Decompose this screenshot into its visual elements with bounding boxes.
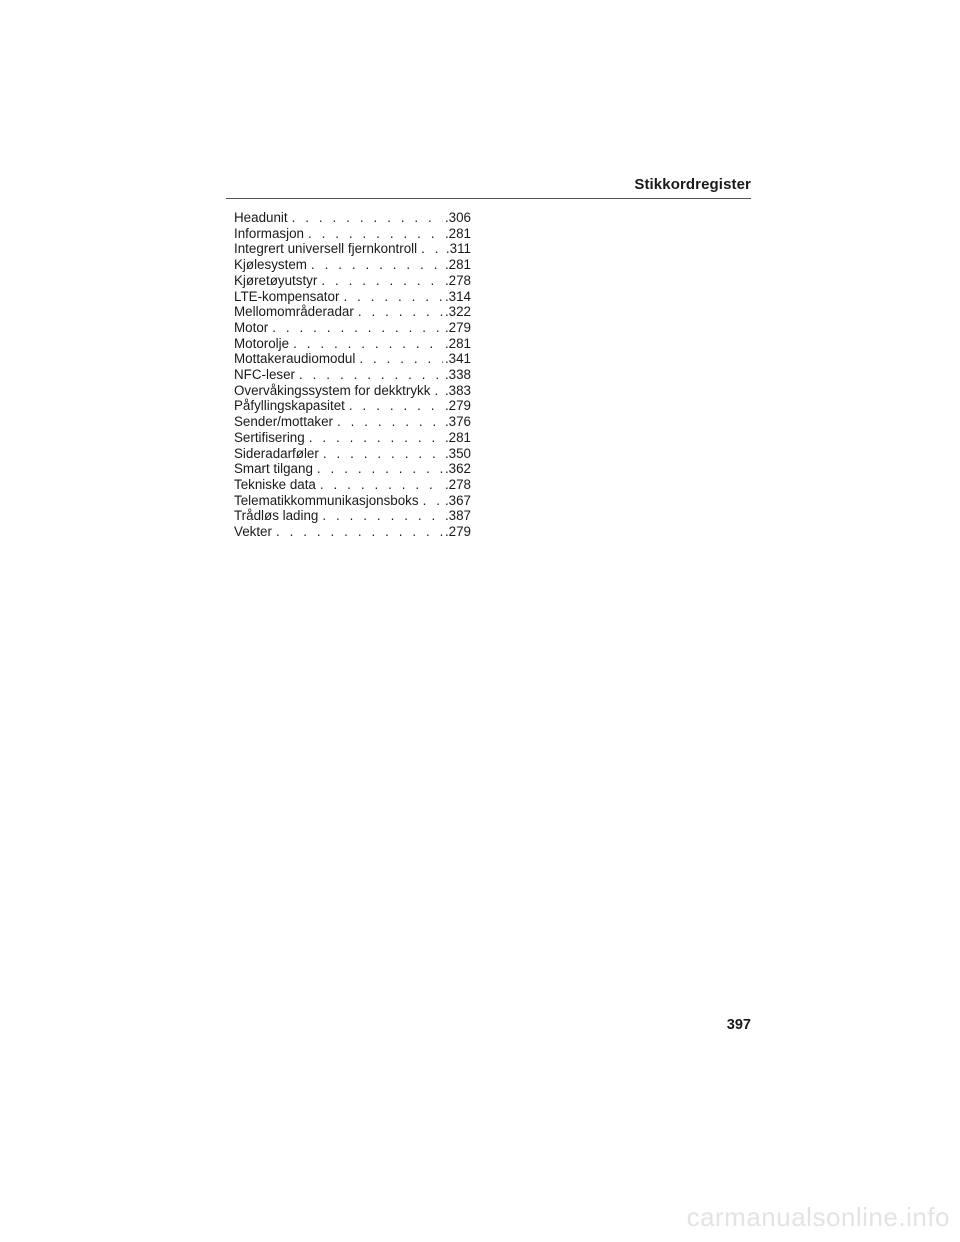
- index-entry: [234, 430, 471, 446]
- dot-leader: [320, 477, 443, 493]
- dot-leader: [359, 351, 443, 367]
- dot-leader: [349, 398, 443, 414]
- index-term: Headunit: [234, 210, 288, 225]
- index-term: Sideradarføler: [234, 445, 319, 461]
- index-page-ref: .341: [444, 351, 471, 367]
- index-page-ref: .281: [444, 335, 471, 351]
- dot-leader: [292, 210, 443, 226]
- index-page-ref: .311: [445, 241, 471, 257]
- index-page-ref: .281: [444, 429, 471, 445]
- index-term: Trådløs lading: [234, 508, 319, 524]
- index-page-ref: .279: [444, 398, 471, 414]
- index-term: Mottakeraudiomodul: [234, 351, 356, 367]
- index-page-ref: .281: [444, 257, 471, 273]
- index-entry: [234, 320, 471, 336]
- index-term: Motor: [234, 319, 269, 335]
- index-term: Vekter: [234, 524, 272, 540]
- dot-leader: [421, 241, 444, 257]
- index-page-ref: .278: [444, 476, 471, 492]
- index-term: Kjølesystem: [234, 257, 307, 273]
- index-entry: [234, 524, 471, 540]
- index-page-ref: .338: [444, 367, 471, 383]
- index-term: Telematikkommunikasjonsboks: [234, 492, 419, 508]
- index-term: Påfyllingskapasitet: [234, 398, 345, 414]
- index-list: [234, 210, 471, 540]
- index-page-ref: .322: [444, 304, 471, 320]
- index-term: NFC-leser: [234, 367, 296, 383]
- header-rule: [226, 198, 751, 199]
- index-entry: [234, 304, 471, 320]
- index-term: Mellomområderadar: [234, 304, 354, 320]
- index-entry: [234, 461, 471, 477]
- index-entry: [234, 241, 471, 257]
- index-entry: [234, 210, 471, 226]
- index-term: Sertifisering: [234, 429, 305, 445]
- dot-leader: [423, 493, 443, 509]
- index-page-ref: .281: [444, 225, 471, 241]
- index-page-ref: .278: [444, 272, 471, 288]
- index-entry: [234, 351, 471, 367]
- dot-leader: [272, 320, 443, 336]
- index-page-ref: .279: [444, 319, 471, 335]
- dot-leader: [317, 461, 443, 477]
- dot-leader: [323, 446, 443, 462]
- watermark: carmanualsonline.info: [686, 1202, 950, 1232]
- dot-leader: [321, 273, 443, 289]
- dot-leader: [276, 524, 443, 540]
- page-number: 397: [726, 1017, 751, 1033]
- index-term: Integrert universell fjernkontroll: [234, 241, 418, 257]
- dot-leader: [299, 367, 443, 383]
- index-term: LTE-kompensator: [234, 288, 340, 304]
- dot-leader: [434, 383, 442, 399]
- index-page-ref: .279: [444, 524, 471, 540]
- index-page-ref: .350: [444, 445, 471, 461]
- index-entry: [234, 226, 471, 242]
- dot-leader: [322, 508, 443, 524]
- index-entry: [234, 273, 471, 289]
- index-term: Motorolje: [234, 335, 290, 351]
- index-term: Overvåkingssystem for dekktrykk: [234, 382, 431, 398]
- dot-leader: [309, 430, 443, 446]
- index-term: Smart tilgang: [234, 461, 313, 477]
- index-entry: [234, 257, 471, 273]
- index-page-ref: .376: [444, 414, 471, 430]
- dot-leader: [293, 336, 443, 352]
- index-entry: [234, 336, 471, 352]
- section-title: Stikkordregister: [634, 176, 751, 193]
- index-entry: [234, 383, 471, 399]
- index-term: Kjøretøyutstyr: [234, 272, 318, 288]
- index-term: Sender/mottaker: [234, 414, 333, 430]
- dot-leader: [308, 226, 443, 242]
- index-entry: [234, 367, 471, 383]
- index-entry: [234, 398, 471, 414]
- index-entry: [234, 477, 471, 493]
- index-entry: [234, 289, 471, 305]
- index-entry: [234, 508, 471, 524]
- index-entry: [234, 414, 471, 430]
- index-page-ref: .314: [444, 288, 471, 304]
- index-term: Informasjon: [234, 225, 304, 241]
- index-page-ref: .383: [444, 382, 471, 398]
- dot-leader: [343, 289, 443, 305]
- index-page-ref: .362: [444, 461, 471, 477]
- index-page-ref: .387: [444, 508, 471, 524]
- dot-leader: [337, 414, 443, 430]
- index-entry: [234, 493, 471, 509]
- index-term: Tekniske data: [234, 476, 316, 492]
- dot-leader: [311, 257, 443, 273]
- index-page-ref: .367: [444, 492, 471, 508]
- index-entry: [234, 446, 471, 462]
- dot-leader: [358, 304, 443, 320]
- index-page-ref: .306: [444, 210, 471, 225]
